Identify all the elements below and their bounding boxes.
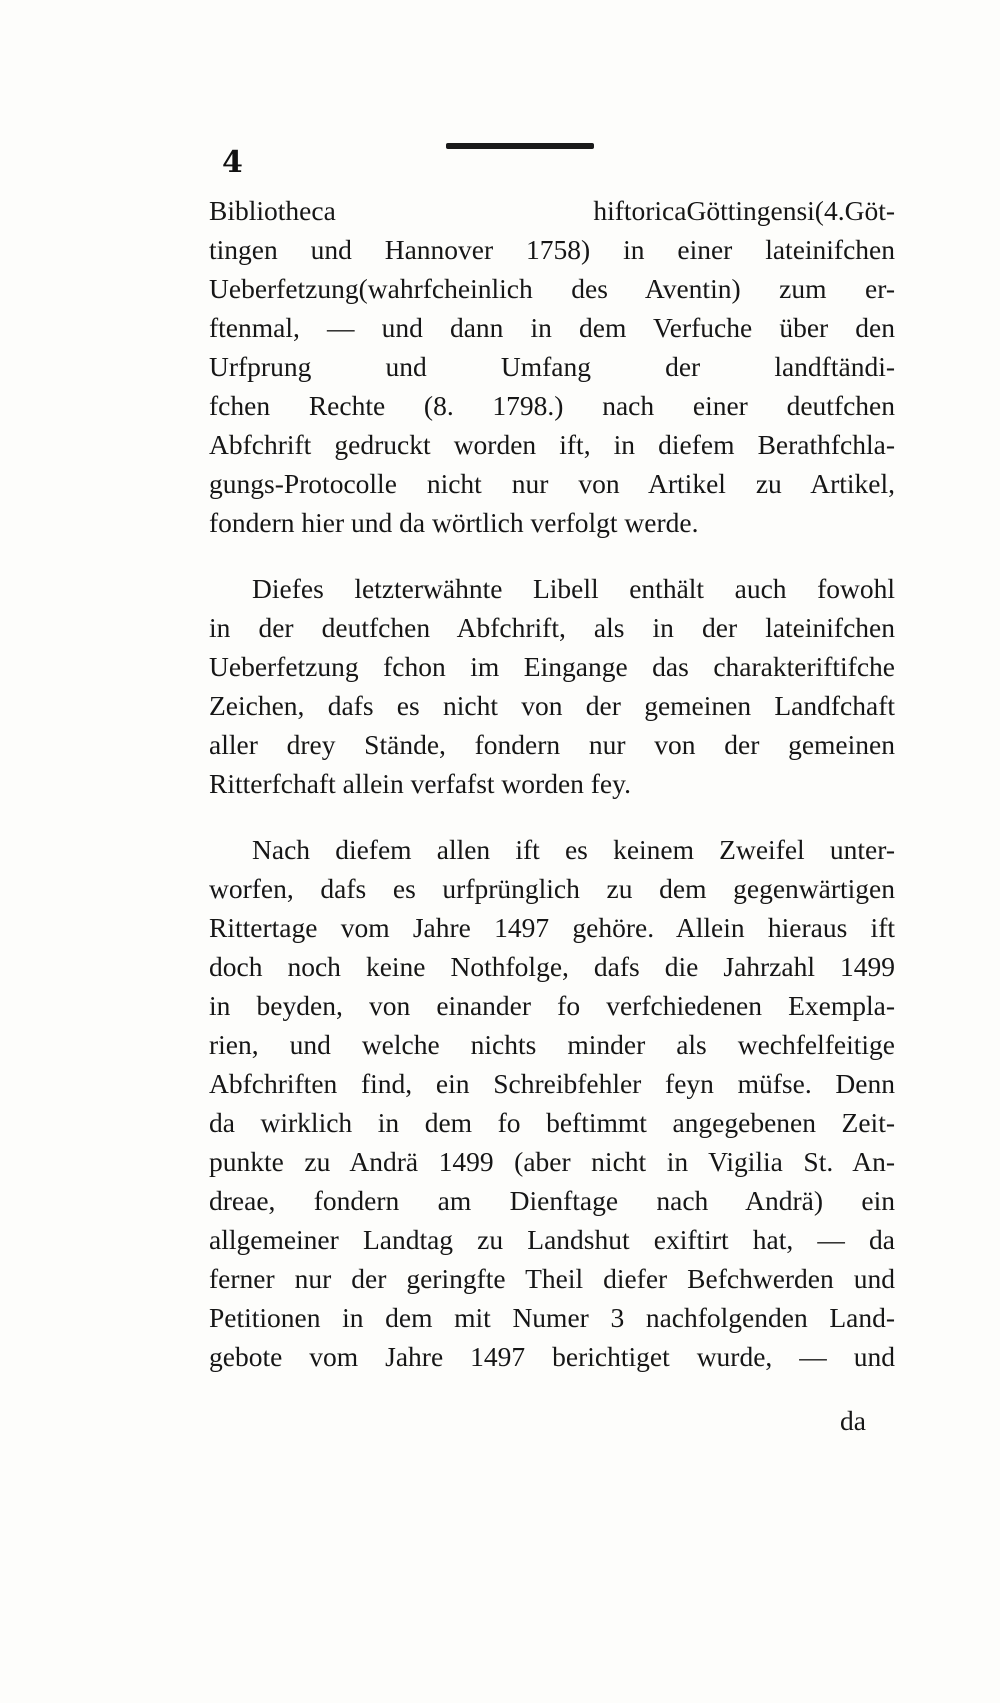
text-line: ferner nur der geringfte Theil diefer Befchwerden und	[209, 1263, 895, 1294]
text-line: Rittertage vom Jahre 1497 gehöre. Allein hieraus ift	[209, 912, 895, 943]
text-line: Abfchriften find, ein Schreibfehler feyn müfse. Denn	[209, 1068, 895, 1099]
text-line: gebote vom Jahre 1497 berichtiget wurde, — und	[209, 1341, 895, 1372]
text-line: aller drey Stände, fondern nur von der gemeinen	[209, 729, 895, 760]
text-line: Urfprung und Umfang der landftändi-	[209, 351, 895, 382]
text-line: allgemeiner Landtag zu Landshut exiftirt hat, — da	[209, 1224, 895, 1255]
header-rule	[446, 143, 594, 149]
text-line: da wirklich in dem fo beftimmt angegebenen Zeit-	[209, 1107, 895, 1138]
text-line: Petitionen in dem mit Numer 3 nachfolgenden Land-	[209, 1302, 895, 1333]
text-line: in der deutfchen Abfchrift, als in der lateinifchen	[209, 612, 895, 643]
text-line: in beyden, von einander fo verfchiedenen Exempla-	[209, 990, 895, 1021]
text-line: Ueberfetzung fchon im Eingange das charakteriftifche	[209, 651, 895, 682]
text-line: fchen Rechte (8. 1798.) nach einer deutfchen	[209, 390, 895, 421]
text-line: Ritterfchaft allein verfafst worden fey.	[209, 768, 631, 799]
text-line: gungs-Protocolle nicht nur von Artikel zu Artikel,	[209, 468, 895, 499]
page-number: 4	[222, 145, 243, 180]
text-line: doch noch keine Nothfolge, dafs die Jahrzahl 1499	[209, 951, 895, 982]
text-line: Zeichen, dafs es nicht von der gemeinen Landfchaft	[209, 690, 895, 721]
text-line: fondern hier und da wörtlich verfolgt werde.	[209, 507, 699, 538]
text-line: ftenmal, — und dann in dem Verfuche über den	[209, 312, 895, 343]
text-line: punkte zu Andrä 1499 (aber nicht in Vigilia St. An-	[209, 1146, 895, 1177]
text-line: Diefes letzterwähnte Libell enthält auch fowohl	[252, 573, 895, 604]
text-line: rien, und welche nichts minder als wechfelfeitige	[209, 1029, 895, 1060]
text-line: Bibliotheca hiftoricaGöttingensi(4.Göt-	[209, 195, 895, 226]
text-line: Nach diefem allen ift es keinem Zweifel unter-	[252, 834, 895, 865]
catchword: da	[840, 1405, 866, 1436]
text-line: Abfchrift gedruckt worden ift, in diefem Berathfchla-	[209, 429, 895, 460]
text-line: Ueberfetzung(wahrfcheinlich des Aventin) zum er-	[209, 273, 895, 304]
text-line: tingen und Hannover 1758) in einer lateinifchen	[209, 234, 895, 265]
text-line: worfen, dafs es urfprünglich zu dem gegenwärtigen	[209, 873, 895, 904]
text-line: dreae, fondern am Dienftage nach Andrä) ein	[209, 1185, 895, 1216]
